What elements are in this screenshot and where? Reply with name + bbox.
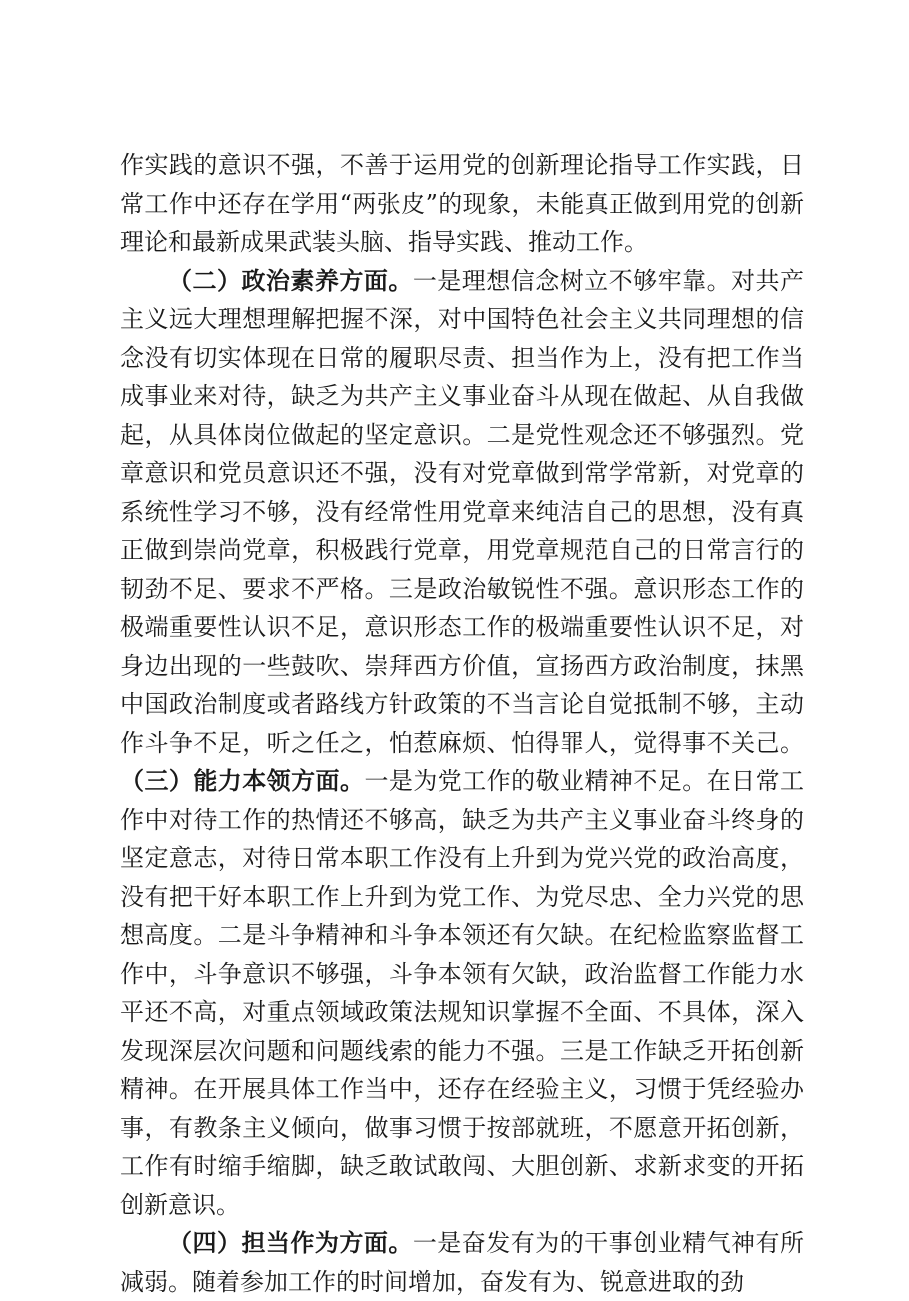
paragraph-continuation — [120, 146, 804, 262]
document-page — [120, 146, 804, 1301]
section-heading-responsibility: （四）担当作为方面。 — [168, 1228, 413, 1257]
paragraph-responsibility — [120, 1224, 804, 1301]
paragraph-text: 一是奋发有为的干事创业精气神有所减弱。随着参加工作的时间增加，奋发有为、锐意进取的劲 — [120, 1229, 805, 1296]
paragraph-text: 一是为党工作的敬业精神不足。在日常工作中对待工作的热情还不够高，缺乏为共产主义事业奋斗终身的坚定意志，对待日常本职工作没有上升到为党兴党的政治高度，没有把干好本职工作上升到为党工作、为党尽忠、全力兴党的思想高度。二是斗争精神和斗争本领还有欠缺。在纪检监察监督工作中，斗争意识不够强，斗争本领有欠缺，政治监督工作能力水平还不高，对重点领域政策法规知识掌握不全面、不具体，深入发现深层次问题和问题线索的能力不强。三是工作缺乏开拓创新精神。在开展具体工作当中，还存在经验主义，习惯于凭经验办事，有教条主义倾向，做事习惯于按部就班，不愿意开拓创新，工作有时缩手缩脚，缺乏敢试敢闯、大胆创新、求新求变的开拓创新意识。 — [120, 767, 805, 1219]
paragraph-text: 一是理想信念树立不够牢靠。对共产主义远大理想理解把握不深，对中国特色社会主义共同理想的信念没有切实体现在日常的履职尽责、担当作为上，没有把工作当成事业来对待，缺乏为共产主义事业奋斗从现在做起、从自我做起，从具体岗位做起的坚定意识。二是党性观念还不够强烈。党章意识和党员意识还不强，没有对党章做到常学常新，对党章的系统性学习不够，没有经常性用党章来纯洁自己的思想，没有真正做到崇尚党章，积极践行党章，用党章规范自己的日常言行的韧劲不足、要求不严格。三是政治敏锐性不强。意识形态工作的极端重要性认识不足，意识形态工作的极端重要性认识不足，对身边出现的一些鼓吹、崇拜西方价值，宣扬西方政治制度，抹黑中国政治制度或者路线方针政策的不当言论自觉抵制不够，主动作斗争不足，听之任之，怕惹麻烦、怕得罪人，觉得事不关己。 — [120, 266, 805, 757]
section-heading-ability: （三）能力本领方面。 — [120, 766, 365, 795]
paragraph-text: 作实践的意识不强，不善于运用党的创新理论指导工作实践，日常工作中还存在学用“两张皮”的现象，未能真正做到用党的创新理论和最新成果武装头脑、指导实践、推动工作。 — [120, 151, 804, 256]
paragraph-political-literacy — [120, 262, 804, 1225]
section-heading-political-literacy: （二）政治素养方面。 — [168, 265, 413, 295]
